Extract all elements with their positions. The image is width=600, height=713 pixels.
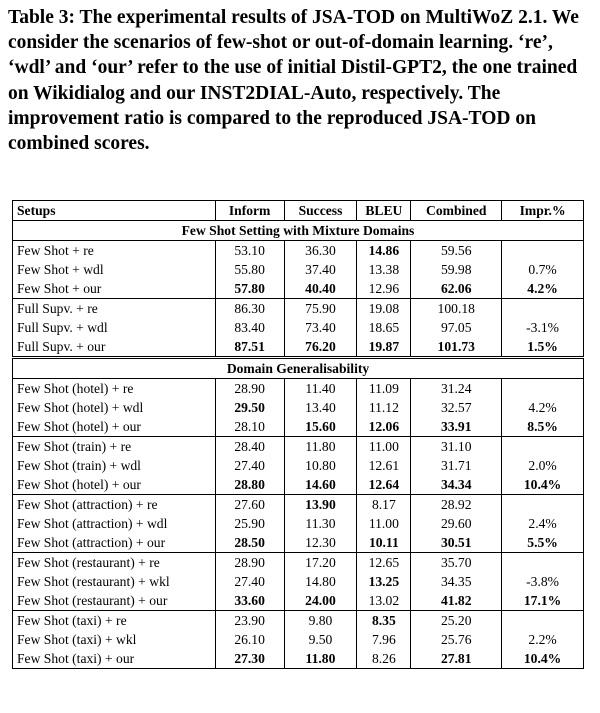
cell-inform: 28.50 xyxy=(215,533,284,553)
cell-bleu: 11.00 xyxy=(357,437,411,457)
table-row xyxy=(13,318,584,337)
cell-inform: 25.90 xyxy=(215,514,284,533)
cell-setup: Few Shot (restaurant) + wkl xyxy=(13,572,216,591)
table-row xyxy=(13,572,584,591)
cell-success: 40.40 xyxy=(284,279,357,299)
cell-impr xyxy=(502,611,584,631)
cell-combined: 28.92 xyxy=(411,495,502,515)
cell-combined: 62.06 xyxy=(411,279,502,299)
cell-impr xyxy=(502,379,584,399)
cell-success: 12.30 xyxy=(284,533,357,553)
cell-bleu: 7.96 xyxy=(357,630,411,649)
cell-setup: Full Supv. + our xyxy=(13,337,216,358)
cell-success: 73.40 xyxy=(284,318,357,337)
table-row xyxy=(13,630,584,649)
cell-bleu: 11.00 xyxy=(357,514,411,533)
cell-success: 11.80 xyxy=(284,437,357,457)
cell-setup: Few Shot (train) + wdl xyxy=(13,456,216,475)
cell-inform: 27.60 xyxy=(215,495,284,515)
cell-success: 9.50 xyxy=(284,630,357,649)
cell-inform: 55.80 xyxy=(215,260,284,279)
cell-success: 9.80 xyxy=(284,611,357,631)
section-header-row xyxy=(13,358,584,379)
table-row xyxy=(13,260,584,279)
cell-bleu: 18.65 xyxy=(357,318,411,337)
cell-success: 17.20 xyxy=(284,553,357,573)
cell-combined: 35.70 xyxy=(411,553,502,573)
cell-impr: 0.7% xyxy=(502,260,584,279)
cell-inform: 28.90 xyxy=(215,379,284,399)
cell-impr: 10.4% xyxy=(502,475,584,495)
table-row xyxy=(13,475,584,495)
cell-inform: 33.60 xyxy=(215,591,284,611)
table-row xyxy=(13,533,584,553)
cell-impr: 2.0% xyxy=(502,456,584,475)
cell-success: 13.40 xyxy=(284,398,357,417)
cell-impr: -3.1% xyxy=(502,318,584,337)
cell-inform: 28.10 xyxy=(215,417,284,437)
cell-combined: 31.71 xyxy=(411,456,502,475)
cell-combined: 25.76 xyxy=(411,630,502,649)
table-caption xyxy=(8,5,596,156)
cell-success: 36.30 xyxy=(284,241,357,261)
cell-setup: Few Shot + our xyxy=(13,279,216,299)
cell-success: 15.60 xyxy=(284,417,357,437)
cell-bleu: 10.11 xyxy=(357,533,411,553)
table-row xyxy=(13,437,584,457)
cell-success: 37.40 xyxy=(284,260,357,279)
cell-impr: 1.5% xyxy=(502,337,584,358)
cell-setup: Few Shot (taxi) + re xyxy=(13,611,216,631)
cell-success: 14.80 xyxy=(284,572,357,591)
cell-setup: Few Shot (hotel) + wdl xyxy=(13,398,216,417)
cell-combined: 33.91 xyxy=(411,417,502,437)
cell-setup: Full Supv. + wdl xyxy=(13,318,216,337)
cell-success: 14.60 xyxy=(284,475,357,495)
cell-success: 11.40 xyxy=(284,379,357,399)
cell-setup: Few Shot (attraction) + our xyxy=(13,533,216,553)
table-row xyxy=(13,417,584,437)
header-impr: Impr.% xyxy=(502,201,584,221)
cell-setup: Few Shot (hotel) + re xyxy=(13,379,216,399)
section-header-row xyxy=(13,221,584,241)
cell-combined: 100.18 xyxy=(411,299,502,319)
cell-impr: 2.4% xyxy=(502,514,584,533)
cell-bleu: 11.12 xyxy=(357,398,411,417)
cell-setup: Few Shot + re xyxy=(13,241,216,261)
cell-setup: Few Shot (hotel) + our xyxy=(13,475,216,495)
cell-inform: 86.30 xyxy=(215,299,284,319)
cell-success: 75.90 xyxy=(284,299,357,319)
cell-bleu: 12.06 xyxy=(357,417,411,437)
cell-success: 11.80 xyxy=(284,649,357,669)
cell-impr: 17.1% xyxy=(502,591,584,611)
cell-inform: 23.90 xyxy=(215,611,284,631)
cell-setup: Few Shot (attraction) + re xyxy=(13,495,216,515)
cell-inform: 26.10 xyxy=(215,630,284,649)
caption-text: Table 3: The experimental results of JSA-TOD on MultiWoZ 2.1. We consider the scenarios of few-shot or out-of-domain learning. ‘re’, ‘wdl’ and ‘our’ refer to the use of initial Distil-GPT2, the one trained on Wikidialog and our INST2DIAL-Auto, respectively. The improvement ratio is compared to the reproduced JSA-TOD on combined scores. xyxy=(8,7,579,155)
cell-impr: 5.5% xyxy=(502,533,584,553)
cell-bleu: 14.86 xyxy=(357,241,411,261)
cell-success: 11.30 xyxy=(284,514,357,533)
cell-inform: 28.40 xyxy=(215,437,284,457)
cell-bleu: 19.08 xyxy=(357,299,411,319)
table-row xyxy=(13,398,584,417)
cell-impr xyxy=(502,437,584,457)
table-body xyxy=(13,221,584,669)
cell-bleu: 13.38 xyxy=(357,260,411,279)
cell-inform: 53.10 xyxy=(215,241,284,261)
cell-combined: 31.10 xyxy=(411,437,502,457)
table-row xyxy=(13,495,584,515)
cell-success: 13.90 xyxy=(284,495,357,515)
cell-setup: Few Shot (taxi) + our xyxy=(13,649,216,669)
cell-impr: 8.5% xyxy=(502,417,584,437)
cell-combined: 32.57 xyxy=(411,398,502,417)
cell-setup: Few Shot (taxi) + wkl xyxy=(13,630,216,649)
cell-bleu: 8.26 xyxy=(357,649,411,669)
cell-bleu: 13.25 xyxy=(357,572,411,591)
cell-bleu: 11.09 xyxy=(357,379,411,399)
cell-success: 76.20 xyxy=(284,337,357,358)
header-success: Success xyxy=(284,201,357,221)
header-setups: Setups xyxy=(13,201,216,221)
cell-inform: 57.80 xyxy=(215,279,284,299)
header-row xyxy=(13,201,584,221)
section-title: Domain Generalisability xyxy=(13,358,584,379)
cell-combined: 101.73 xyxy=(411,337,502,358)
cell-inform: 29.50 xyxy=(215,398,284,417)
cell-combined: 31.24 xyxy=(411,379,502,399)
cell-inform: 83.40 xyxy=(215,318,284,337)
header-combined: Combined xyxy=(411,201,502,221)
cell-bleu: 12.64 xyxy=(357,475,411,495)
table-row xyxy=(13,337,584,358)
cell-impr: 2.2% xyxy=(502,630,584,649)
cell-combined: 59.56 xyxy=(411,241,502,261)
cell-impr: 10.4% xyxy=(502,649,584,669)
cell-combined: 30.51 xyxy=(411,533,502,553)
cell-combined: 25.20 xyxy=(411,611,502,631)
table-row xyxy=(13,379,584,399)
cell-inform: 28.90 xyxy=(215,553,284,573)
cell-impr: 4.2% xyxy=(502,279,584,299)
cell-bleu: 19.87 xyxy=(357,337,411,358)
cell-setup: Few Shot (attraction) + wdl xyxy=(13,514,216,533)
cell-inform: 87.51 xyxy=(215,337,284,358)
cell-setup: Few Shot (restaurant) + our xyxy=(13,591,216,611)
cell-inform: 27.40 xyxy=(215,572,284,591)
cell-inform: 27.40 xyxy=(215,456,284,475)
cell-setup: Few Shot + wdl xyxy=(13,260,216,279)
table-row xyxy=(13,456,584,475)
cell-inform: 28.80 xyxy=(215,475,284,495)
cell-combined: 29.60 xyxy=(411,514,502,533)
table-row xyxy=(13,279,584,299)
header-bleu: BLEU xyxy=(357,201,411,221)
cell-success: 24.00 xyxy=(284,591,357,611)
cell-bleu: 8.35 xyxy=(357,611,411,631)
table-row xyxy=(13,514,584,533)
results-table xyxy=(12,200,584,669)
cell-bleu: 13.02 xyxy=(357,591,411,611)
cell-bleu: 12.65 xyxy=(357,553,411,573)
section-title: Few Shot Setting with Mixture Domains xyxy=(13,221,584,241)
cell-bleu: 12.96 xyxy=(357,279,411,299)
table-row xyxy=(13,649,584,669)
cell-combined: 59.98 xyxy=(411,260,502,279)
cell-success: 10.80 xyxy=(284,456,357,475)
cell-combined: 27.81 xyxy=(411,649,502,669)
cell-impr xyxy=(502,299,584,319)
cell-inform: 27.30 xyxy=(215,649,284,669)
cell-bleu: 12.61 xyxy=(357,456,411,475)
cell-combined: 34.35 xyxy=(411,572,502,591)
table-row xyxy=(13,299,584,319)
cell-impr xyxy=(502,241,584,261)
table-row xyxy=(13,591,584,611)
cell-combined: 41.82 xyxy=(411,591,502,611)
cell-impr: -3.8% xyxy=(502,572,584,591)
cell-bleu: 8.17 xyxy=(357,495,411,515)
cell-setup: Full Supv. + re xyxy=(13,299,216,319)
cell-impr xyxy=(502,495,584,515)
cell-impr: 4.2% xyxy=(502,398,584,417)
cell-setup: Few Shot (hotel) + our xyxy=(13,417,216,437)
cell-setup: Few Shot (train) + re xyxy=(13,437,216,457)
cell-combined: 97.05 xyxy=(411,318,502,337)
table-row xyxy=(13,553,584,573)
cell-impr xyxy=(502,553,584,573)
header-inform: Inform xyxy=(215,201,284,221)
cell-combined: 34.34 xyxy=(411,475,502,495)
cell-setup: Few Shot (restaurant) + re xyxy=(13,553,216,573)
table-row xyxy=(13,241,584,261)
table-row xyxy=(13,611,584,631)
